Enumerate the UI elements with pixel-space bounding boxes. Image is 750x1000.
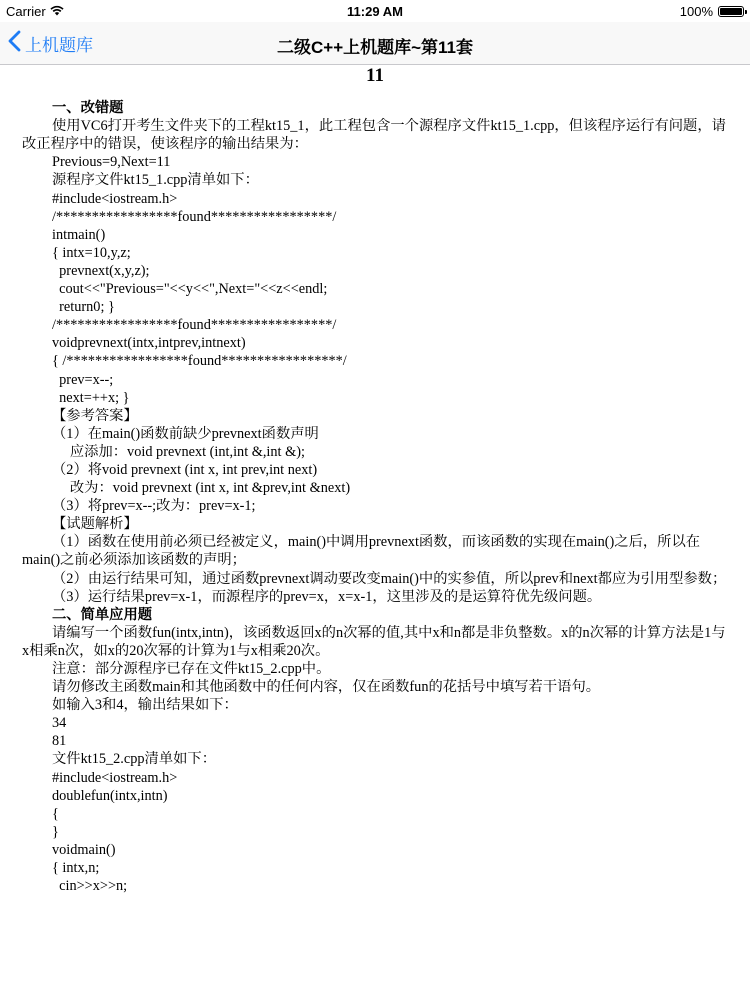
document-line: 如输入3和4，输出结果如下： (52, 697, 238, 714)
document-line: 请编写一个函数fun(intx,intn)，该函数返回x的n次幂的值,其中x和n都是非负整数。x的n次幂的计算方法是1与x相乘n次，如x的20次幂的计算为1与x相乘20次。 (22, 624, 726, 659)
document-line: （3）运行结果prev=x-1，而源程序的prev=x，x=x-1，这里涉及的是运算符优先级问题。 (52, 588, 602, 605)
document-line: 文件kt15_2.cpp清单如下： (52, 751, 217, 768)
document-line: { intx=10,y,z; (52, 244, 131, 261)
document-line: （2）将void prevnext (int x, int prev,int next) (52, 461, 318, 478)
back-label: 上机题库 (25, 36, 93, 55)
document-line: prevnext(x,y,z); (52, 262, 150, 279)
document-line: } (52, 823, 59, 840)
document-line: #include<iostream.h> (52, 190, 178, 207)
document-line: { /*****************found*****************/ (52, 353, 347, 370)
document-line: cin>>x>>n; (52, 878, 128, 895)
battery-percent: 100% (679, 4, 713, 19)
document-line: doublefun(intx,intn) (52, 787, 168, 804)
document-line: 一、改错题 (52, 100, 124, 117)
document-content[interactable] (22, 64, 728, 900)
document-line: prev=x--; (52, 371, 114, 388)
document-line: 改为：void prevnext (int x, int &prev,int &next) (52, 480, 351, 497)
document-line: （3）将prev=x--;改为：prev=x-1; (52, 498, 256, 515)
document-body (22, 99, 728, 895)
document-line: 81 (52, 733, 67, 750)
document-line: （1）在main()函数前缺少prevnext函数声明 (52, 425, 319, 442)
document-line: voidmain() (52, 841, 116, 858)
document-line: voidprevnext(intx,intprev,intnext) (52, 335, 246, 352)
document-line: intmain() (52, 226, 106, 243)
document-line: { intx,n; (52, 860, 100, 877)
document-line: 请勿修改主函数main和其他函数中的任何内容，仅在函数fun的花括号中填写若干语句。 (52, 679, 601, 696)
navigation-bar (0, 22, 750, 65)
document-line: { (52, 805, 59, 822)
document-line: 源程序文件kt15_1.cpp清单如下： (52, 172, 259, 189)
document-line: 注意：部分源程序已存在文件kt15_2.cpp中。 (52, 661, 331, 677)
document-line: return0; } (52, 299, 115, 316)
document-line: （2）由运行结果可知，通过函数prevnext调动要改变main()中的实参值，所以prev和next都应为引用型参数； (52, 570, 727, 587)
document-line: 二、简单应用题 (52, 606, 153, 623)
document-line: /*****************found*****************/ (52, 208, 337, 225)
document-line: （1）函数在使用前必须已经被定义，main()中调用prevnext函数，而该函数的实现在main()之后，所以在main()之前必须添加该函数的声明； (22, 534, 701, 569)
document-heading: 11 (366, 65, 384, 86)
document-line: 使用VC6打开考生文件夹下的工程kt15_1，此工程包含一个源程序文件kt15_1.cpp，但该程序运行有问题，请改正程序中的错误，使该程序的输出结果为： (22, 118, 726, 153)
document-line: Previous=9,Next=11 (52, 154, 171, 171)
document-line: 34 (52, 715, 67, 732)
battery-group (680, 4, 744, 19)
document-line: 【参考答案】 (52, 407, 138, 424)
carrier-label: Carrier (6, 4, 46, 19)
status-bar (0, 0, 750, 24)
status-time: 11:29 AM (347, 4, 403, 19)
document-line: 应添加：void prevnext (int,int &,int &); (52, 443, 305, 460)
battery-icon (718, 6, 744, 17)
document-line: 【试题解析】 (52, 516, 138, 533)
battery-fill (720, 8, 742, 15)
document-line: next=++x; } (52, 389, 130, 406)
document-line: cout<<"Previous="<<y<<",Next="<<z<<endl; (52, 281, 328, 298)
document-line: #include<iostream.h> (52, 769, 178, 786)
page-title: 二级C++上机题库~第11套 (276, 38, 474, 57)
document-line: /*****************found*****************/ (52, 317, 337, 334)
